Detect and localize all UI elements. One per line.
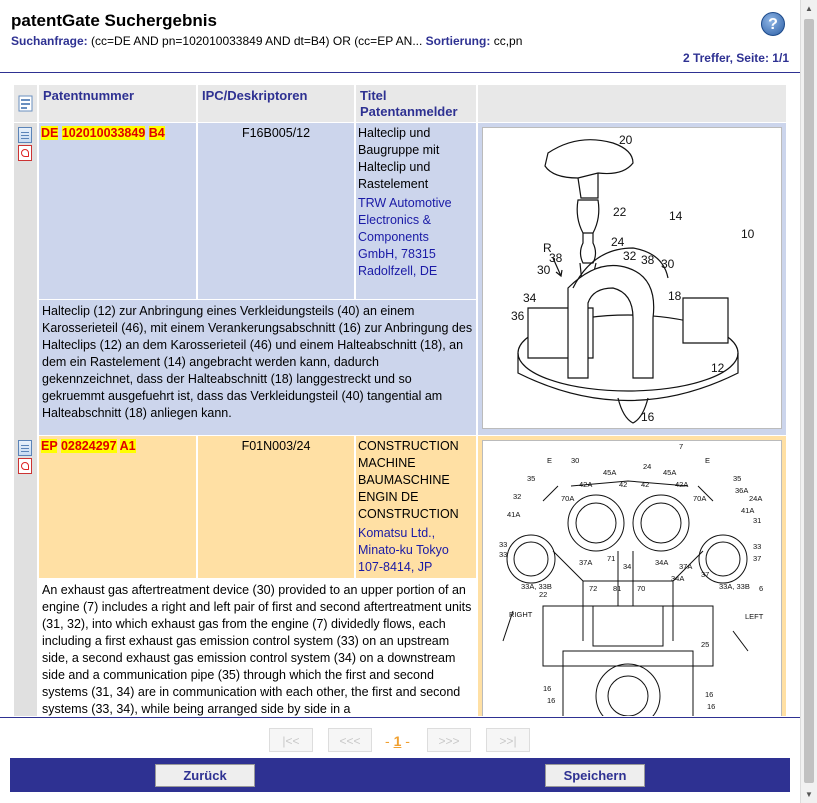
html-document-icon[interactable] bbox=[18, 127, 32, 143]
title-line: MACHINE bbox=[358, 456, 416, 470]
column-title-label: Titel bbox=[360, 88, 387, 103]
clip-drawing-svg bbox=[483, 128, 781, 428]
scroll-up-arrow-icon[interactable]: ▲ bbox=[805, 4, 813, 13]
svg-text:12: 12 bbox=[711, 361, 725, 375]
svg-text:22: 22 bbox=[539, 590, 548, 599]
previous-page-button[interactable]: <<< bbox=[328, 728, 372, 752]
svg-text:16: 16 bbox=[707, 702, 716, 711]
title-line: CONSTRUCTION bbox=[358, 439, 459, 453]
applicant[interactable]: Komatsu Ltd., Minato-ku Tokyo 107-8414, JP bbox=[358, 526, 449, 574]
query-value: (cc=DE AND pn=102010033849 AND dt=B4) OR (cc=EP AN... bbox=[91, 34, 423, 48]
svg-text:34: 34 bbox=[523, 291, 537, 305]
applicant[interactable]: TRW Automotive Electronics & Components GmbH, 78315 Radolfzell, DE bbox=[358, 196, 452, 278]
svg-text:14: 14 bbox=[669, 209, 683, 223]
page-title: patentGate Suchergebnis bbox=[11, 11, 217, 30]
back-button[interactable]: Zurück bbox=[155, 764, 255, 787]
ipc-code: F16B005/12 bbox=[241, 126, 311, 140]
svg-text:81: 81 bbox=[613, 584, 622, 593]
title-line: Rastelement bbox=[358, 177, 429, 191]
column-title[interactable] bbox=[356, 85, 476, 122]
next-page-button[interactable]: >>> bbox=[427, 728, 471, 752]
svg-text:34A: 34A bbox=[655, 558, 669, 567]
patent-drawing[interactable] bbox=[482, 127, 782, 429]
results-table bbox=[0, 73, 800, 716]
sort-value: cc,pn bbox=[493, 34, 523, 48]
svg-text:32: 32 bbox=[513, 492, 522, 501]
patent-number[interactable]: EP 02824297 A1 bbox=[41, 439, 136, 453]
vertical-scrollbar[interactable] bbox=[800, 0, 817, 803]
svg-text:34A: 34A bbox=[671, 574, 685, 583]
svg-text:34: 34 bbox=[623, 562, 632, 571]
svg-text:37: 37 bbox=[753, 554, 762, 563]
svg-text:24: 24 bbox=[611, 235, 625, 249]
query-line bbox=[11, 34, 522, 48]
engine-drawing-svg bbox=[483, 441, 781, 716]
column-patent-number[interactable]: Patentnummer bbox=[39, 85, 196, 122]
svg-text:37A: 37A bbox=[679, 562, 693, 571]
abstract-text: An exhaust gas aftertreatment device (30) provided to an upper portion of an engine (7) includes a right and left pair of first and second aftertreatment units (31, 32), into which exhaust gas from the engine (7) dividedly flows, each including a first exhaust gas emission control system (33) on an upstream side, a second exhaust gas emission control system (34) on a downstream side and a communication pipe (35) through which the first and second systems (31, 34) are in communication with each other, the first and second systems (33, 34), while being arranged side by side in a bbox=[39, 579, 476, 716]
first-page-button[interactable]: |<< bbox=[269, 728, 313, 752]
svg-text:35: 35 bbox=[527, 474, 536, 483]
svg-text:31: 31 bbox=[753, 516, 762, 525]
svg-text:36: 36 bbox=[511, 309, 525, 323]
patent-number-cell[interactable] bbox=[39, 123, 196, 299]
patent-number-cell[interactable] bbox=[39, 436, 196, 578]
svg-text:E: E bbox=[547, 456, 553, 465]
svg-text:33: 33 bbox=[499, 540, 508, 549]
svg-text:33A, 33B: 33A, 33B bbox=[521, 582, 552, 591]
svg-text:16: 16 bbox=[641, 410, 655, 424]
svg-text:R: R bbox=[543, 241, 552, 255]
pagination bbox=[0, 717, 800, 758]
svg-text:70A: 70A bbox=[693, 494, 707, 503]
last-page-button[interactable]: >>| bbox=[486, 728, 530, 752]
query-label: Suchanfrage: bbox=[11, 34, 88, 48]
scroll-thumb[interactable] bbox=[804, 19, 814, 783]
svg-text:37: 37 bbox=[701, 570, 710, 579]
help-icon[interactable]: ? bbox=[761, 12, 785, 36]
svg-text:35: 35 bbox=[733, 474, 742, 483]
patent-drawing[interactable] bbox=[482, 440, 782, 716]
list-icon bbox=[14, 85, 37, 122]
svg-text:72: 72 bbox=[589, 584, 598, 593]
svg-text:38: 38 bbox=[549, 251, 563, 265]
current-page-number[interactable]: 1 bbox=[393, 733, 402, 749]
svg-text:41A: 41A bbox=[741, 506, 755, 515]
svg-text:RIGHT: RIGHT bbox=[509, 610, 533, 619]
svg-text:37A: 37A bbox=[579, 558, 593, 567]
svg-text:16: 16 bbox=[705, 690, 714, 699]
svg-text:30: 30 bbox=[661, 257, 675, 271]
sort-label: Sortierung: bbox=[425, 34, 491, 48]
title-line: Halteclip und bbox=[358, 126, 431, 140]
patent-number[interactable]: DE 102010033849 B4 bbox=[41, 126, 165, 140]
ipc-cell bbox=[198, 436, 354, 578]
svg-text:30: 30 bbox=[537, 263, 551, 277]
svg-text:71: 71 bbox=[607, 554, 616, 563]
svg-text:30: 30 bbox=[571, 456, 580, 465]
svg-text:10: 10 bbox=[741, 227, 755, 241]
svg-text:18: 18 bbox=[668, 289, 682, 303]
svg-text:45A: 45A bbox=[603, 468, 617, 477]
pdf-document-icon[interactable] bbox=[18, 145, 32, 161]
svg-text:42A: 42A bbox=[579, 480, 593, 489]
hits-count: 2 Treffer, Seite: 1/1 bbox=[682, 51, 789, 65]
ipc-cell bbox=[198, 123, 354, 299]
svg-text:70A: 70A bbox=[561, 494, 575, 503]
svg-text:42A: 42A bbox=[675, 480, 689, 489]
title-cell bbox=[356, 123, 476, 299]
svg-text:42: 42 bbox=[641, 480, 650, 489]
row-icon-column bbox=[14, 123, 37, 716]
svg-text:24: 24 bbox=[643, 462, 652, 471]
title-line: ENGIN DE bbox=[358, 490, 419, 504]
svg-text:32: 32 bbox=[623, 249, 637, 263]
svg-text:70: 70 bbox=[637, 584, 646, 593]
svg-text:16: 16 bbox=[547, 696, 556, 705]
svg-text:22: 22 bbox=[613, 205, 627, 219]
svg-text:7: 7 bbox=[679, 442, 684, 451]
svg-text:24A: 24A bbox=[749, 494, 763, 503]
svg-text:LEFT: LEFT bbox=[745, 612, 764, 621]
column-ipc[interactable]: IPC/Deskriptoren bbox=[198, 85, 354, 122]
title-line: CONSTRUCTION bbox=[358, 507, 459, 521]
svg-text:20: 20 bbox=[619, 133, 633, 147]
scroll-down-arrow-icon[interactable]: ▼ bbox=[805, 790, 813, 799]
current-page: - 1 - bbox=[385, 733, 410, 749]
select-all-header[interactable] bbox=[14, 85, 37, 122]
svg-text:45A: 45A bbox=[663, 468, 677, 477]
svg-text:41A: 41A bbox=[507, 510, 521, 519]
column-applicant-label: Patentanmelder bbox=[360, 104, 458, 119]
footer-bar bbox=[10, 758, 790, 792]
header bbox=[0, 0, 817, 73]
save-button[interactable]: Speichern bbox=[545, 764, 645, 787]
svg-text:33: 33 bbox=[499, 550, 508, 559]
svg-text:16: 16 bbox=[543, 684, 552, 693]
svg-text:38: 38 bbox=[641, 253, 655, 267]
title-line: Baugruppe mit bbox=[358, 143, 440, 157]
svg-text:25: 25 bbox=[701, 640, 710, 649]
svg-text:42: 42 bbox=[619, 480, 628, 489]
svg-text:33A, 33B: 33A, 33B bbox=[719, 582, 750, 591]
svg-text:E: E bbox=[705, 456, 711, 465]
title-cell bbox=[356, 436, 476, 578]
column-figure bbox=[478, 85, 786, 122]
svg-text:36A: 36A bbox=[735, 486, 749, 495]
svg-text:6: 6 bbox=[759, 584, 764, 593]
html-document-icon[interactable] bbox=[18, 440, 32, 456]
ipc-code: F01N003/24 bbox=[241, 439, 311, 453]
svg-text:33: 33 bbox=[753, 542, 762, 551]
abstract-text: Halteclip (12) zur Anbringung eines Verkleidungsteils (40) an einem Karosserieteil (46), mit einem Verankerungsabschnitt (16) zur Anbringung des Halteclips (12) an dem Karosserieteil (46) und einem Halteabschnitt (18), an dem ein Rastelement (14) angebracht werden kann, dadurch gekennzeichnet, dass der Halteabschnitt (18) langgestreckt und so gekruemmt ausgefuehrt ist, dass das Verkleidungsteil (40) tangential am Halteabschnitt (18) anliegen kann. bbox=[39, 300, 476, 435]
title-line: BAUMASCHINE bbox=[358, 473, 450, 487]
title-line: Halteclip und bbox=[358, 160, 431, 174]
pdf-document-icon[interactable] bbox=[18, 458, 32, 474]
